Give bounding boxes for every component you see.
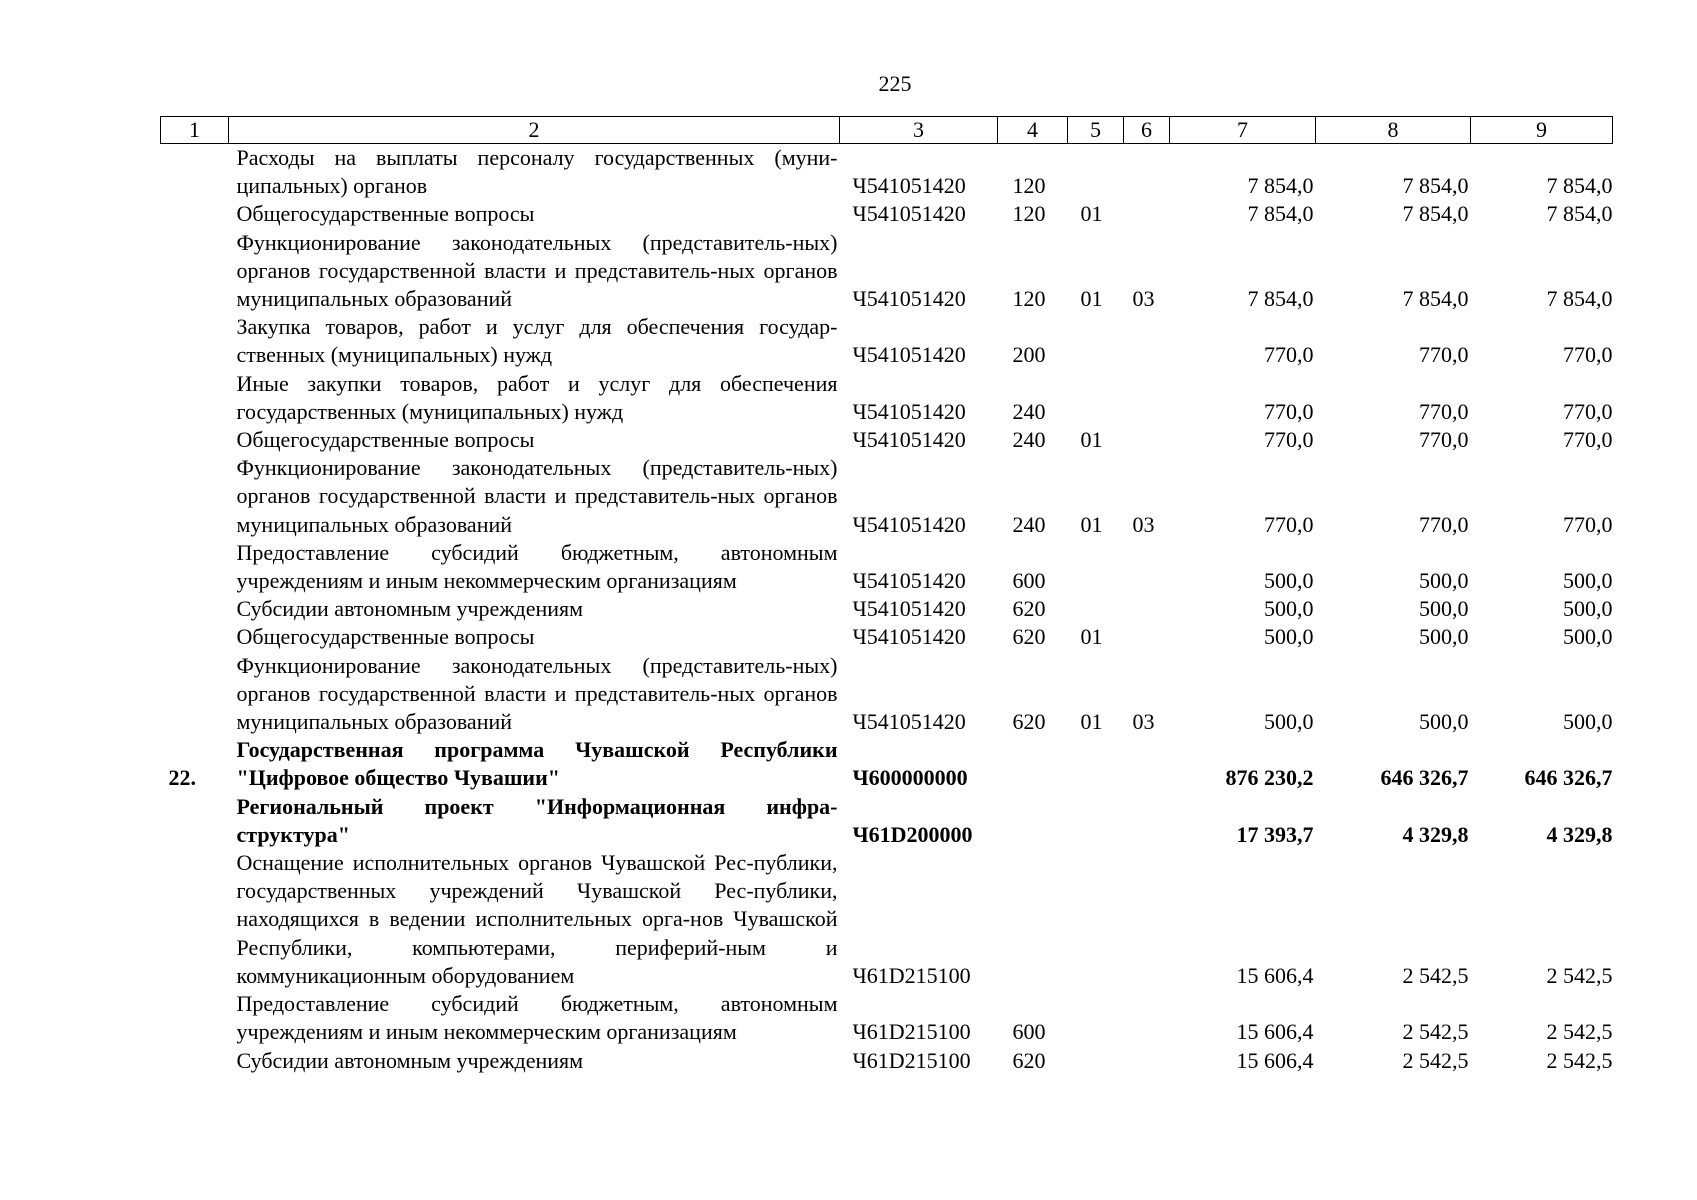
page-number: 225 xyxy=(878,71,912,96)
amount-col-7: 15 606,4 xyxy=(1236,962,1314,988)
target-article-code: Ч61D215100 xyxy=(852,962,971,988)
expense-group xyxy=(998,736,1068,792)
expense-group: 120 xyxy=(1012,201,1046,227)
header-col-5: 5 xyxy=(1068,117,1124,144)
section xyxy=(1068,990,1124,1046)
section: 01 xyxy=(1080,286,1103,312)
target-article-code: Ч61D200000 xyxy=(852,821,973,847)
row-name-text: Функционирование законодательных (представитель-ных) органов государственной власти и представитель-ных органов муниципальных образований xyxy=(236,455,838,537)
amount-col-7: 17 393,7 xyxy=(1236,821,1314,847)
table-row xyxy=(161,229,1613,314)
amount-col-8: 7 854,0 xyxy=(1402,173,1469,199)
subsection xyxy=(1124,200,1170,228)
header-col-4: 4 xyxy=(998,117,1068,144)
amount-col-9: 2 542,5 xyxy=(1546,1019,1613,1045)
amount-col-7: 500,0 xyxy=(1264,624,1314,650)
section xyxy=(1068,144,1124,201)
row-name xyxy=(229,849,840,990)
amount-col-8: 2 542,5 xyxy=(1402,962,1469,988)
row-name xyxy=(229,1047,840,1075)
row-number xyxy=(161,426,229,454)
amount-col-9: 4 329,8 xyxy=(1546,821,1613,847)
amount-col-9: 7 854,0 xyxy=(1546,286,1613,312)
amount-col-9: 500,0 xyxy=(1563,624,1613,650)
target-article-code: Ч541051420 xyxy=(852,709,966,735)
section xyxy=(1068,736,1124,792)
row-name-text: Субсидии автономным учреждениям xyxy=(236,1047,584,1073)
table-row xyxy=(161,793,1613,849)
expense-group: 200 xyxy=(1012,342,1046,368)
amount-col-7: 15 606,4 xyxy=(1236,1019,1314,1045)
row-name xyxy=(229,736,840,792)
subsection xyxy=(1124,595,1170,623)
row-name xyxy=(229,990,840,1046)
expense-group: 600 xyxy=(1012,1019,1046,1045)
row-name xyxy=(229,144,840,201)
amount-col-7: 7 854,0 xyxy=(1247,286,1314,312)
table-row xyxy=(161,454,1613,539)
table-body xyxy=(161,144,1613,1075)
table-row xyxy=(161,623,1613,651)
amount-col-8: 7 854,0 xyxy=(1402,201,1469,227)
amount-col-9: 770,0 xyxy=(1563,398,1613,424)
row-name-text: Субсидии автономным учреждениям xyxy=(236,596,584,622)
row-name xyxy=(229,623,840,651)
row-number xyxy=(161,623,229,651)
amount-col-8: 500,0 xyxy=(1419,624,1469,650)
subsection xyxy=(1124,849,1170,990)
amount-col-9: 770,0 xyxy=(1563,511,1613,537)
subsection xyxy=(1124,370,1170,426)
subsection xyxy=(1124,313,1170,369)
target-article-code: Ч541051420 xyxy=(852,173,966,199)
target-article-code: Ч541051420 xyxy=(852,568,966,594)
row-name-text: Государственная программа Чувашской Республики "Цифровое общество Чувашии" xyxy=(236,737,838,791)
row-name-text: Расходы на выплаты персоналу государственных (муни-ципальных) органов xyxy=(236,145,838,199)
row-number xyxy=(161,849,229,990)
expense-group xyxy=(998,793,1068,849)
amount-col-9: 2 542,5 xyxy=(1546,962,1613,988)
target-article-code: Ч541051420 xyxy=(852,398,966,424)
row-number xyxy=(161,652,229,737)
row-name-text: Предоставление субсидий бюджетным, автономным учреждениям и иным некоммерческим организациям xyxy=(236,991,838,1045)
target-article-code: Ч541051420 xyxy=(852,201,966,227)
row-name-text: Предоставление субсидий бюджетным, автономным учреждениям и иным некоммерческим организациям xyxy=(236,539,838,594)
row-name xyxy=(229,454,840,539)
header-col-2: 2 xyxy=(229,117,840,144)
section: 01 xyxy=(1080,511,1103,537)
amount-col-8: 646 326,7 xyxy=(1380,765,1469,791)
row-name xyxy=(229,595,840,623)
expense-group: 620 xyxy=(1012,709,1046,735)
amount-col-7: 500,0 xyxy=(1264,568,1314,594)
target-article-code: Ч541051420 xyxy=(852,624,966,650)
expense-group: 240 xyxy=(1012,427,1046,453)
row-name-text: Региональный проект "Информационная инфра-структура" xyxy=(236,793,838,847)
expense-group: 620 xyxy=(1012,596,1046,622)
row-name xyxy=(229,370,840,426)
section xyxy=(1068,595,1124,623)
amount-col-9: 500,0 xyxy=(1563,709,1613,735)
row-name-text: Общегосударственные вопросы xyxy=(236,624,535,650)
header-col-6: 6 xyxy=(1124,117,1170,144)
amount-col-8: 4 329,8 xyxy=(1402,821,1469,847)
subsection xyxy=(1124,426,1170,454)
amount-col-9: 7 854,0 xyxy=(1546,201,1613,227)
subsection xyxy=(1124,144,1170,201)
row-name-text: Общегосударственные вопросы xyxy=(236,427,535,453)
amount-col-8: 7 854,0 xyxy=(1402,286,1469,312)
subsection: 03 xyxy=(1132,286,1155,312)
table-row xyxy=(161,313,1613,369)
amount-col-7: 500,0 xyxy=(1264,709,1314,735)
row-number xyxy=(161,1047,229,1075)
amount-col-8: 500,0 xyxy=(1419,596,1469,622)
row-number xyxy=(161,990,229,1046)
expense-group: 240 xyxy=(1012,511,1046,537)
section xyxy=(1068,1047,1124,1075)
row-name-text: Общегосударственные вопросы xyxy=(236,201,535,227)
subsection: 03 xyxy=(1132,511,1155,537)
row-name-text: Закупка товаров, работ и услуг для обеспечения государ-ственных (муниципальных) нужд xyxy=(236,314,838,368)
expense-group: 620 xyxy=(1012,1047,1046,1073)
row-name xyxy=(229,426,840,454)
amount-col-8: 2 542,5 xyxy=(1402,1047,1469,1073)
table-row xyxy=(161,370,1613,426)
table-row xyxy=(161,990,1613,1046)
row-name xyxy=(229,313,840,369)
budget-table xyxy=(160,116,1613,1075)
table-row xyxy=(161,144,1613,201)
target-article-code: Ч541051420 xyxy=(852,596,966,622)
table-row xyxy=(161,595,1613,623)
amount-col-8: 500,0 xyxy=(1419,709,1469,735)
table-row xyxy=(161,849,1613,990)
amount-col-8: 2 542,5 xyxy=(1402,1019,1469,1045)
subsection xyxy=(1124,793,1170,849)
table-row xyxy=(161,736,1613,792)
table-row xyxy=(161,426,1613,454)
row-number: 22. xyxy=(168,765,196,791)
section: 01 xyxy=(1080,709,1103,735)
subsection xyxy=(1124,990,1170,1046)
amount-col-7: 770,0 xyxy=(1264,398,1314,424)
expense-group: 600 xyxy=(1012,568,1046,594)
amount-col-8: 770,0 xyxy=(1419,398,1469,424)
amount-col-8: 500,0 xyxy=(1419,568,1469,594)
target-article-code: Ч541051420 xyxy=(852,511,966,537)
section: 01 xyxy=(1080,624,1103,650)
subsection xyxy=(1124,1047,1170,1075)
target-article-code: Ч61D215100 xyxy=(852,1047,971,1073)
table-row xyxy=(161,200,1613,228)
amount-col-7: 7 854,0 xyxy=(1247,173,1314,199)
subsection xyxy=(1124,539,1170,595)
table-row xyxy=(161,539,1613,595)
row-number xyxy=(161,200,229,228)
row-name xyxy=(229,200,840,228)
amount-col-9: 770,0 xyxy=(1563,427,1613,453)
section xyxy=(1068,370,1124,426)
target-article-code: Ч600000000 xyxy=(852,765,968,791)
subsection: 03 xyxy=(1132,709,1155,735)
amount-col-9: 646 326,7 xyxy=(1524,765,1613,791)
header-col-8: 8 xyxy=(1316,117,1471,144)
table-row xyxy=(161,652,1613,737)
row-name xyxy=(229,652,840,737)
amount-col-7: 876 230,2 xyxy=(1225,765,1314,791)
row-number xyxy=(161,454,229,539)
expense-group: 620 xyxy=(1012,624,1046,650)
row-number xyxy=(161,313,229,369)
row-name-text: Функционирование законодательных (представитель-ных) органов государственной власти и представитель-ных органов муниципальных образований xyxy=(236,229,838,312)
target-article-code: Ч541051420 xyxy=(852,427,966,453)
expense-group: 120 xyxy=(1012,286,1046,312)
table-row xyxy=(161,1047,1613,1075)
section xyxy=(1068,539,1124,595)
section xyxy=(1068,793,1124,849)
header-col-3: 3 xyxy=(840,117,998,144)
amount-col-7: 7 854,0 xyxy=(1247,201,1314,227)
target-article-code: Ч541051420 xyxy=(852,342,966,368)
header-row xyxy=(161,117,1613,144)
row-name xyxy=(229,793,840,849)
expense-group xyxy=(998,849,1068,990)
amount-col-7: 770,0 xyxy=(1264,342,1314,368)
amount-col-9: 2 542,5 xyxy=(1546,1047,1613,1073)
target-article-code: Ч541051420 xyxy=(852,286,966,312)
row-name xyxy=(229,539,840,595)
row-number xyxy=(161,539,229,595)
amount-col-8: 770,0 xyxy=(1419,427,1469,453)
header-col-1: 1 xyxy=(161,117,229,144)
amount-col-8: 770,0 xyxy=(1419,511,1469,537)
section: 01 xyxy=(1080,201,1103,227)
amount-col-8: 770,0 xyxy=(1419,342,1469,368)
subsection xyxy=(1124,736,1170,792)
section xyxy=(1068,313,1124,369)
row-name-text: Иные закупки товаров, работ и услуг для обеспечения государственных (муниципальных) нужд xyxy=(236,370,838,424)
header-col-7: 7 xyxy=(1170,117,1316,144)
row-name-text: Функционирование законодательных (представитель-ных) органов государственной власти и представитель-ных органов муниципальных образований xyxy=(236,652,838,735)
row-number xyxy=(161,793,229,849)
row-number xyxy=(161,144,229,201)
amount-col-9: 500,0 xyxy=(1563,568,1613,594)
target-article-code: Ч61D215100 xyxy=(852,1019,971,1045)
section xyxy=(1068,849,1124,990)
row-name-text: Оснащение исполнительных органов Чувашской Рес-публики, государственных учреждений Чувашской Рес-публики, находящихся в ведении исполнительных орга-нов Чувашской Республики, компьютерами, периферий-ным и коммуникационным оборудованием xyxy=(236,850,838,988)
row-number xyxy=(161,595,229,623)
row-name xyxy=(229,229,840,314)
row-number xyxy=(161,370,229,426)
row-number xyxy=(161,229,229,314)
header-col-9: 9 xyxy=(1471,117,1613,144)
subsection xyxy=(1124,623,1170,651)
amount-col-7: 770,0 xyxy=(1264,427,1314,453)
amount-col-9: 7 854,0 xyxy=(1546,173,1613,199)
expense-group: 240 xyxy=(1012,398,1046,424)
amount-col-7: 15 606,4 xyxy=(1236,1047,1314,1073)
expense-group: 120 xyxy=(1012,173,1046,199)
amount-col-7: 770,0 xyxy=(1264,511,1314,537)
amount-col-9: 770,0 xyxy=(1563,342,1613,368)
amount-col-7: 500,0 xyxy=(1264,596,1314,622)
table-header xyxy=(161,117,1613,144)
amount-col-9: 500,0 xyxy=(1563,596,1613,622)
section: 01 xyxy=(1080,427,1103,453)
